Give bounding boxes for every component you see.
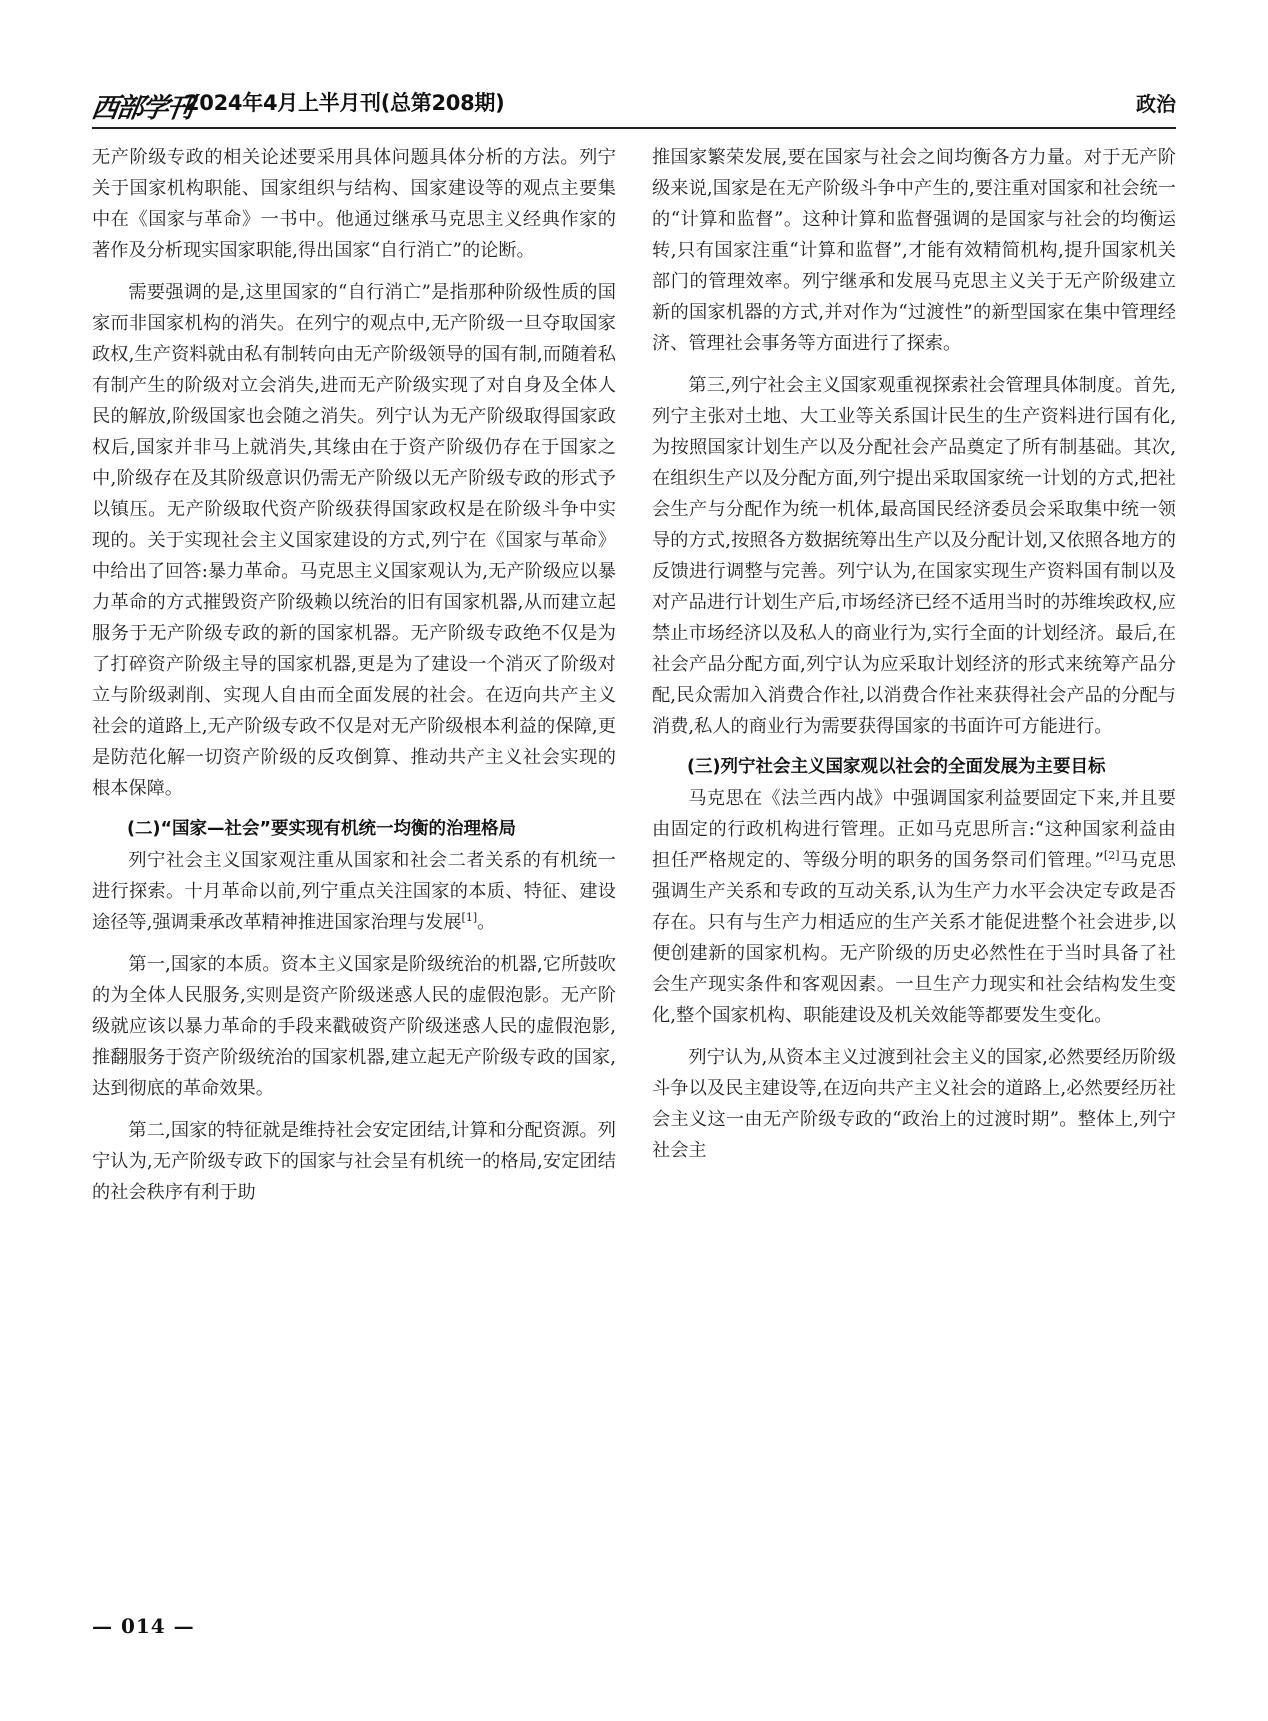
paragraph: 第二,国家的特征就是维持社会安定团结,计算和分配资源。列宁认为,无产阶级专政下的国家与社会呈有机统一的格局,安定团结的社会秩序有利于助 xyxy=(92,1120,616,1203)
paragraph-text: 。 xyxy=(477,912,496,933)
paragraph: 需要强调的是,这里国家的“自行消亡”是指那种阶级性质的国家而非国家机构的消失。在列宁的观点中,无产阶级一旦夺取国家政权,生产资料就由私有制转向由无产阶级领导的国有制,而随着私有制产生的阶级对立会消失,进而无产阶级实现了对自身及全体人民的解放,阶级国家也会随之消失。列宁认为无产阶级取得国家政权后,国家并非马上就消失,其缘由在于资产阶级仍存在于国家之中,阶级存在及其阶级意识仍需无产阶级以无产阶级专政的形式予以镇压。无产阶级取代资产阶级获得国家政权是在阶级斗争中实现的。关于实现社会主义国家建设的方式,列宁在《国家与革命》中给出了回答:暴力革命。马克思主义国家观认为,无产阶级应以暴力革命的方式摧毁资产阶级赖以统治的旧有国家机器,从而建立起服务于无产阶级专政的新的国家机器。无产阶级专政绝不仅是为了打碎资产阶级主导的国家机器,更是为了建设一个消灭了阶级对立与阶级剥削、实现人自由而全面发展的社会。在迈向共产主义社会的道路上,无产阶级专政不仅是对无产阶级根本利益的保障,更是防范化解一切资产阶级的反攻倒算、推动共产主义社会实现的根本保障。 xyxy=(92,282,616,799)
header-rule xyxy=(92,127,1176,129)
paragraph xyxy=(92,845,616,938)
journal-issue: 2024年4月上半月刊(总第208期) xyxy=(185,91,505,115)
section-name: 政治 xyxy=(1136,92,1176,116)
paragraph: 列宁认为,从资本主义过渡到社会主义的国家,必然要经历阶级斗争以及民主建设等,在迈向共产主义社会的道路上,必然要经历社会主义这一由无产阶级专政的“政治上的过渡时期”。整体上,列宁社会主 xyxy=(652,1047,1176,1161)
page-number: — 014 — xyxy=(92,1614,195,1638)
citation-ref: [1] xyxy=(461,910,478,924)
page-header xyxy=(89,86,1176,126)
paragraph: 第一,国家的本质。资本主义国家是阶级统治的机器,它所鼓吹的为全体人民服务,实则是资产阶级迷惑人民的虚假泡影。无产阶级就应该以暴力革命的手段来戳破资产阶级迷惑人民的虚假泡影,推翻服务于资产阶级统治的国家机器,建立起无产阶级专政的国家,达到彻底的革命效果。 xyxy=(92,954,616,1099)
paragraph-text: 马克思在《法兰西内战》中强调国家利益要固定下来,并且要由固定的行政机构进行管理。正如马克思所言:“这种国家利益由担任严格规定的、等级分明的职务的国务祭司们管理。” xyxy=(652,788,1176,871)
paragraph-text: 马克思强调生产关系和专政的互动关系,认为生产力水平会决定专政是否存在。只有与生产力相适应的生产关系才能促进整个社会进步,以便创建新的国家机构。无产阶级的历史必然性在于当时具备了社会生产现实条件和客观因素。一旦生产力现实和社会结构发生变化,整个国家机构、职能建设及机关效能等都要发生变化。 xyxy=(652,850,1176,1026)
paragraph-text: 列宁社会主义国家观注重从国家和社会二者关系的有机统一进行探索。十月革命以前,列宁重点关注国家的本质、特征、建设途径等,强调秉承改革精神推进国家治理与发展 xyxy=(92,850,616,933)
paragraph: 第三,列宁社会主义国家观重视探索社会管理具体制度。首先,列宁主张对土地、大工业等关系国计民生的生产资料进行国有化,为按照国家计划生产以及分配社会产品奠定了所有制基础。其次,在组织生产以及分配方面,列宁提出采取国家统一计划的方式,把社会生产与分配作为统一机体,最高国民经济委员会采取集中统一领导的方式,按照各方数据统筹出生产以及分配计划,又依照各地方的反馈进行调整与完善。列宁认为,在国家实现生产资料国有制以及对产品进行计划生产后,市场经济已经不适用当时的苏维埃政权,应禁止市场经济以及私人的商业行为,实行全面的计划经济。最后,在社会产品分配方面,列宁认为应采取计划经济的形式来统筹产品分配,民众需加入消费合作社,以消费合作社来获得社会产品的分配与消费,私人的商业行为需要获得国家的书面许可方能进行。 xyxy=(652,375,1176,737)
paragraph xyxy=(652,783,1176,1031)
section-heading: (二)“国家—社会”要实现有机统一均衡的治理格局 xyxy=(127,819,516,839)
left-column xyxy=(92,142,616,1208)
journal-logo: 西部学刊 xyxy=(89,93,194,124)
paragraph: 推国家繁荣发展,要在国家与社会之间均衡各方力量。对于无产阶级来说,国家是在无产阶级斗争中产生的,要注重对国家和社会统一的“计算和监督”。这种计算和监督强调的是国家与社会的均衡运转,只有国家注重“计算和监督”,才能有效精简机构,提升国家机关部门的管理效率。列宁继承和发展马克思主义关于无产阶级建立新的国家机器的方式,并对作为“过渡性”的新型国家在集中管理经济、管理社会事务等方面进行了探索。 xyxy=(652,147,1176,354)
right-column xyxy=(652,142,1176,1166)
section-heading: (三)列宁社会主义国家观以社会的全面发展为主要目标 xyxy=(687,757,1106,777)
citation-ref: [2] xyxy=(1103,848,1120,862)
paragraph: 无产阶级专政的相关论述要采用具体问题具体分析的方法。列宁关于国家机构职能、国家组织与结构、国家建设等的观点主要集中在《国家与革命》一书中。他通过继承马克思主义经典作家的著作及分析现实国家职能,得出国家“自行消亡”的论断。 xyxy=(92,147,616,261)
